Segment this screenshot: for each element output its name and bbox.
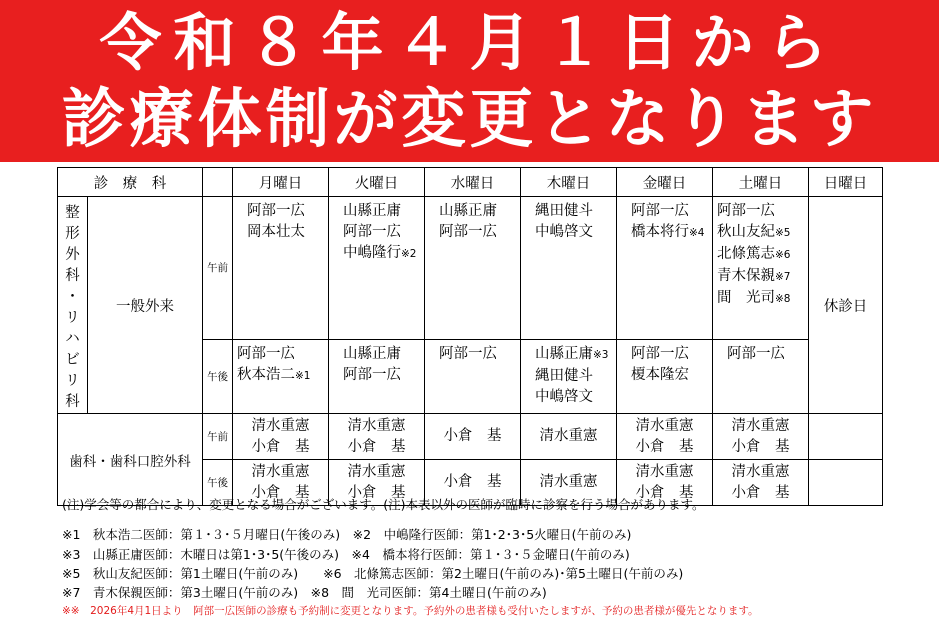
dental-am-sat xyxy=(713,414,809,460)
doctor-name: 阿部一広 xyxy=(343,224,401,240)
doctor-entry xyxy=(247,201,328,222)
doctor-name: 阿部一広 xyxy=(631,345,689,362)
doctor-name: 清水重憲 xyxy=(251,463,310,480)
ortho-vertical-char: 整 xyxy=(65,205,80,221)
doctor-name: 阿部一広 xyxy=(717,203,775,219)
ortho-vertical-char: 形 xyxy=(65,226,80,242)
doctor-name: 阿部一広 xyxy=(247,203,305,219)
doctor-entry xyxy=(717,222,808,244)
doctor-entry xyxy=(717,244,808,266)
ortho-pm-wed xyxy=(425,339,521,413)
headline-line-2: 診療体制が変更となります xyxy=(61,83,878,157)
doctor-entry xyxy=(535,201,616,222)
ortho-am-wed xyxy=(425,197,521,340)
doctor-name: 清水重憲 xyxy=(731,463,790,480)
doctor-name: 小倉 基 xyxy=(635,438,694,455)
header-sunday: 日曜日 xyxy=(809,168,883,197)
dental-am-fri xyxy=(617,414,713,460)
footnote-1-2: ※1 秋本浩二医師：第１･３･５月曜日(午後のみ) ※2 中嶋隆行医師：第1･2･3･5火曜日(午前のみ) xyxy=(62,527,632,542)
dental-pm-sat xyxy=(713,460,809,506)
doctor-name: 秋本浩二 xyxy=(237,366,295,383)
doctor-name: 間 光司 xyxy=(717,290,775,306)
sunday-closed: 休診日 xyxy=(809,197,883,414)
doctor-name: 阿部一広 xyxy=(727,345,785,362)
doctor-entry xyxy=(717,288,808,310)
doctor-entry xyxy=(535,222,616,243)
ortho-general-outpatient: 一般外来 xyxy=(88,197,203,414)
doctor-name: 小倉 基 xyxy=(251,484,310,501)
ortho-pm-fri xyxy=(617,339,713,413)
doctor-entry xyxy=(631,201,712,222)
doctor-entry xyxy=(343,201,424,222)
doctor-entry xyxy=(535,387,616,408)
header-saturday: 土曜日 xyxy=(713,168,809,197)
ortho-vertical-char: リ xyxy=(65,373,80,389)
doctor-name: 縄田健斗 xyxy=(535,367,593,384)
reservation-notice: ※※ 2026年4月1日より 阿部一広医師の診療も予約制に変更となります。予約外の患者様も受付いたしますが、予約の患者様が優先となります。 xyxy=(62,605,759,617)
dental-department-name: 歯科・歯科口腔外科 xyxy=(58,414,203,506)
ortho-am-sat xyxy=(713,197,809,340)
doctor-name: 小倉 基 xyxy=(251,438,310,455)
ortho-department-name xyxy=(58,197,88,414)
doctor-name: 清水重憲 xyxy=(635,463,694,480)
ortho-am-label: 午前 xyxy=(203,197,233,340)
doctor-entry xyxy=(439,344,520,365)
doctor-name: 中嶋啓文 xyxy=(535,388,593,405)
doctor-entry xyxy=(343,365,424,386)
header-period-blank xyxy=(203,168,233,197)
doctor-name: 中嶋隆行 xyxy=(343,245,401,261)
doctor-entry xyxy=(727,344,808,365)
footnote-3-4: ※3 山縣正庸医師：木曜日は第1･3･5(午後のみ) ※4 橋本将行医師：第１･３･５金曜日(午前のみ) xyxy=(62,547,630,562)
header-department: 診 療 科 xyxy=(58,168,203,197)
footnote-mark: ※2 xyxy=(401,248,417,260)
ortho-vertical-char: ハ xyxy=(65,331,80,347)
doctor-name: 橋本将行 xyxy=(631,224,689,240)
doctor-entry xyxy=(343,243,424,265)
doctor-name: 縄田健斗 xyxy=(535,203,593,219)
doctor-name: 阿部一広 xyxy=(237,345,295,362)
header-monday: 月曜日 xyxy=(233,168,329,197)
doctor-name: 清水重憲 xyxy=(347,463,406,480)
doctor-name: 清水重憲 xyxy=(539,428,598,444)
dental-am-thu xyxy=(521,414,617,460)
footnote-mark: ※6 xyxy=(775,249,791,261)
doctor-name: 清水重憲 xyxy=(635,417,694,434)
doctor-name: 清水重憲 xyxy=(539,474,598,490)
footnote-5-6: ※5 秋山友紀医師：第1土曜日(午前のみ) ※6 北條篤志医師：第2土曜日(午前のみ)･第5土曜日(午前のみ) xyxy=(62,566,684,581)
doctor-name: 小倉 基 xyxy=(635,484,694,501)
doctor-entry xyxy=(717,266,808,288)
doctor-name: 小倉 基 xyxy=(443,428,502,444)
doctor-name: 小倉 基 xyxy=(347,484,406,501)
dental-am-label: 午前 xyxy=(203,414,233,460)
ortho-am-fri xyxy=(617,197,713,340)
doctor-entry xyxy=(439,201,520,222)
ortho-vertical-char: 科 xyxy=(65,268,80,284)
ortho-am-mon xyxy=(233,197,329,340)
doctor-name: 山縣正庸 xyxy=(535,345,593,362)
doctor-name: 北條篤志 xyxy=(717,246,775,262)
doctor-entry xyxy=(439,222,520,243)
doctor-entry xyxy=(237,365,328,387)
dental-am-sun xyxy=(809,414,883,460)
doctor-name: 青木保親 xyxy=(717,268,775,284)
header-thursday: 木曜日 xyxy=(521,168,617,197)
ortho-vertical-char: ビ xyxy=(65,352,80,368)
ortho-pm-label: 午後 xyxy=(203,339,233,413)
doctor-name: 清水重憲 xyxy=(731,417,790,434)
ortho-pm-mon xyxy=(233,339,329,413)
doctor-entry xyxy=(631,365,712,386)
ortho-am-thu xyxy=(521,197,617,340)
doctor-name: 秋山友紀 xyxy=(717,224,775,240)
headline-line-1: 令和８年４月１日から xyxy=(99,6,840,79)
doctor-name: 山縣正庸 xyxy=(343,345,401,362)
header-tuesday: 火曜日 xyxy=(329,168,425,197)
schedule-table xyxy=(57,167,883,506)
doctor-entry xyxy=(717,201,808,222)
doctor-name: 阿部一広 xyxy=(631,203,689,219)
footnote-7-8: ※7 青木保親医師：第3土曜日(午前のみ) ※8 間 光司医師：第4土曜日(午前のみ) xyxy=(62,585,547,600)
general-notes: (注)学会等の都合により、変更となる場合がございます。(注)本表以外の医師が臨時に診察を行う場合があります。 xyxy=(62,497,705,512)
doctor-name: 阿部一広 xyxy=(439,345,497,362)
doctor-name: 小倉 基 xyxy=(443,474,502,490)
doctor-entry xyxy=(535,366,616,387)
doctor-name: 小倉 基 xyxy=(347,438,406,455)
doctor-entry xyxy=(247,222,328,243)
doctor-entry xyxy=(343,344,424,365)
headline-banner xyxy=(0,0,939,162)
footnote-mark: ※5 xyxy=(775,227,791,239)
doctor-name: 岡本壮太 xyxy=(247,224,305,240)
doctor-entry xyxy=(237,344,328,365)
doctor-name: 山縣正庸 xyxy=(439,203,497,219)
ortho-vertical-char: リ xyxy=(65,310,80,326)
doctor-name: 小倉 基 xyxy=(731,484,790,501)
doctor-entry xyxy=(631,222,712,244)
dental-am-tue xyxy=(329,414,425,460)
dental-pm-label: 午後 xyxy=(203,460,233,506)
doctor-name: 榎本隆宏 xyxy=(631,366,689,383)
ortho-am-tue xyxy=(329,197,425,340)
doctor-name: 阿部一広 xyxy=(343,366,401,383)
dental-pm-sun xyxy=(809,460,883,506)
footnote-mark: ※4 xyxy=(689,227,705,239)
footnote-mark: ※3 xyxy=(593,348,609,361)
dental-am-mon xyxy=(233,414,329,460)
header-friday: 金曜日 xyxy=(617,168,713,197)
footnote-mark: ※7 xyxy=(775,271,791,283)
footnote-mark: ※8 xyxy=(775,293,791,305)
doctor-name: 清水重憲 xyxy=(251,417,310,434)
ortho-pm-sat xyxy=(713,339,809,413)
header-wednesday: 水曜日 xyxy=(425,168,521,197)
doctor-name: 小倉 基 xyxy=(731,438,790,455)
dental-am-wed xyxy=(425,414,521,460)
doctor-name: 山縣正庸 xyxy=(343,203,401,219)
doctor-name: 中嶋啓文 xyxy=(535,224,593,240)
doctor-entry xyxy=(535,344,616,366)
ortho-pm-thu xyxy=(521,339,617,413)
doctor-name: 清水重憲 xyxy=(347,417,406,434)
doctor-entry xyxy=(631,344,712,365)
ortho-vertical-char: 科 xyxy=(65,394,80,410)
footnote-mark: ※1 xyxy=(295,369,311,382)
ortho-pm-tue xyxy=(329,339,425,413)
ortho-vertical-char: ・ xyxy=(65,289,80,305)
doctor-entry xyxy=(343,222,424,243)
ortho-vertical-char: 外 xyxy=(65,247,80,263)
doctor-name: 阿部一広 xyxy=(439,224,497,240)
